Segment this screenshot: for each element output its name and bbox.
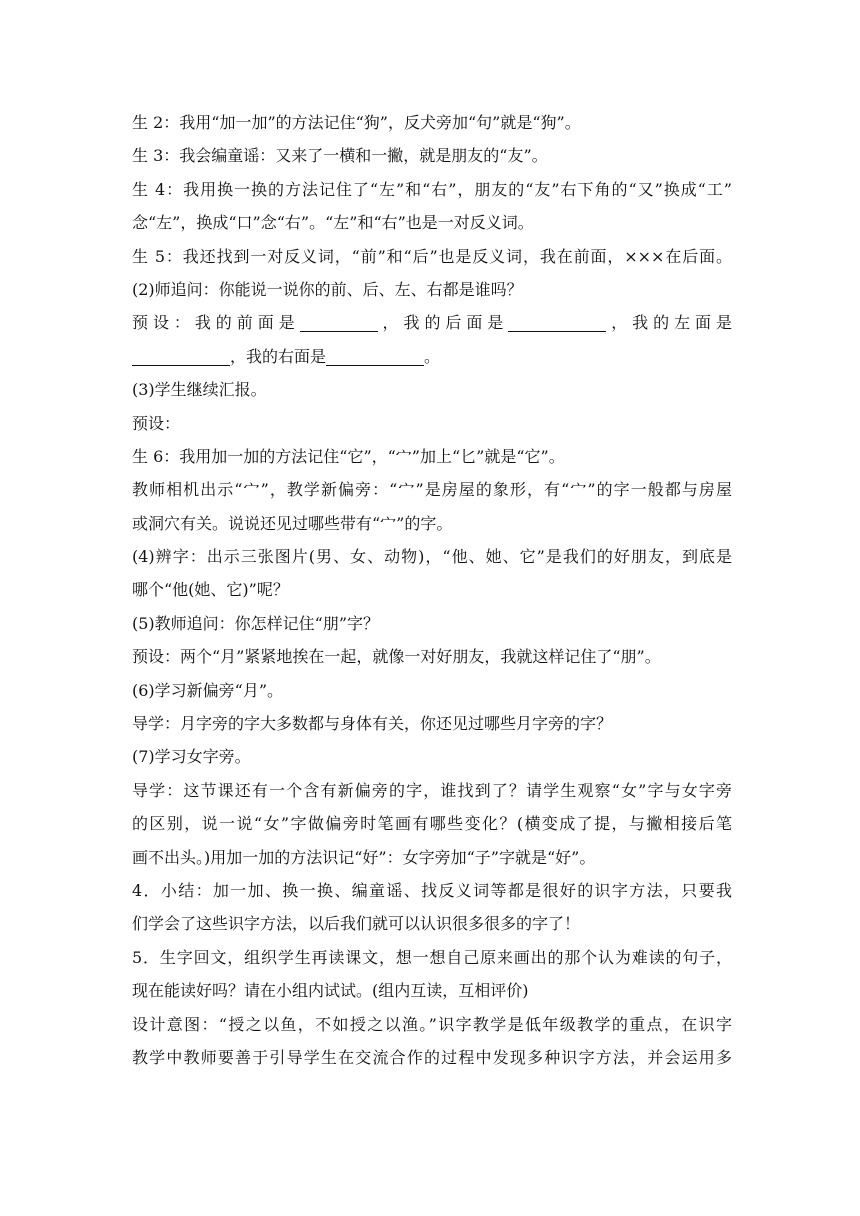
text-line: 生 3：我会编童谣：又来了一横和一撇，就是朋友的“友”。 — [132, 146, 548, 166]
text-line: 导学：月字旁的字大多数都与身体有关，你还见过哪些月字旁的字？ — [132, 714, 613, 734]
text-line: (3)学生继续汇报。 — [132, 380, 267, 400]
text-line: (2)师追问：你能说一说你的前、后、左、右都是谁吗？ — [132, 279, 523, 299]
text-line: 4．小结：加一加、换一换、编童谣、找反义词等都是很好的识字方法，只要我 — [132, 880, 732, 900]
text-line: 生 4：我用换一换的方法记住了“左”和“右”，朋友的“友”右下角的“又”换成“工” — [132, 179, 732, 199]
preset-back-label: ，我的后面是 — [377, 313, 509, 333]
text-line: 生 2：我用“加一加”的方法记住“狗”，反犬旁加“句”就是“狗”。 — [132, 113, 581, 132]
text-line: 5．生字回文，组织学生再读课文，想一想自己原来画出的那个认为难读的句子， — [132, 947, 732, 967]
preset-end: 。 — [424, 346, 441, 366]
preset-left-label: ，我的左面是 — [606, 313, 732, 333]
text-line: 现在能读好吗？请在小组内试试。(组内互读，互相评价) — [132, 981, 529, 1001]
document-page — [132, 106, 732, 1074]
text-line: 教师相机出示“宀”，教学新偏旁：“宀”是房屋的象形，有“宀”的字一般都与房屋 — [132, 480, 732, 500]
text-line: 画不出头。)用加一加的方法识记“好”：女字旁加“子”字就是“好”。 — [132, 847, 596, 867]
preset-fill-line-1 — [132, 306, 732, 339]
left-blank — [132, 347, 230, 366]
text-line: 念“左”，换成“口”念“右”。“左”和“右”也是一对反义词。 — [132, 213, 534, 233]
front-blank — [300, 313, 378, 332]
text-line: (6)学习新偏旁“月”。 — [132, 680, 284, 700]
text-line: (5)教师追问：你怎样记住“朋”字？ — [132, 613, 380, 633]
preset-fill-line-2 — [132, 340, 732, 373]
text-line: 或洞穴有关。说说还见过哪些带有“宀”的字。 — [132, 513, 453, 533]
preset-right-label: ，我的右面是 — [230, 346, 327, 366]
text-line: 生 6：我用加一加的方法记住“它”，“宀”加上“匕”就是“它”。 — [132, 446, 565, 466]
back-blank — [508, 313, 606, 332]
text-line: 导学：这节课还有一个含有新偏旁的字，谁找到了？请学生观察“女”字与女字旁 — [132, 780, 732, 800]
text-line: 教学中教师要善于引导学生在交流合作的过程中发现多种识字方法，并会运用多 — [132, 1047, 732, 1067]
text-line: 预设： — [132, 413, 181, 433]
text-line: 们学会了这些识字方法，以后我们就可以认识很多很多的字了！ — [132, 914, 581, 934]
right-blank — [326, 347, 424, 366]
text-line: 预设：两个“月”紧紧地挨在一起，就像一对好朋友，我就这样记住了“朋”。 — [132, 647, 661, 667]
text-line: 哪个“他(她、它)”呢？ — [132, 580, 289, 600]
text-line: 的区别，说一说“女”字做偏旁时笔画有哪些变化？(横变成了提，与撇相接后笔 — [132, 814, 732, 834]
preset-front-label: 预设：我的前面是 — [132, 313, 300, 333]
text-line: 设计意图：“授之以鱼，不如授之以渔。”识字教学是低年级教学的重点，在识字 — [132, 1014, 732, 1034]
text-line: (7)学习女字旁。 — [132, 747, 251, 767]
text-line: 生 5：我还找到一对反义词，“前”和“后”也是反义词，我在前面，×××在后面。 — [132, 246, 732, 266]
text-line: (4)辨字：出示三张图片(男、女、动物)，“他、她、它”是我们的好朋友，到底是 — [132, 547, 732, 567]
